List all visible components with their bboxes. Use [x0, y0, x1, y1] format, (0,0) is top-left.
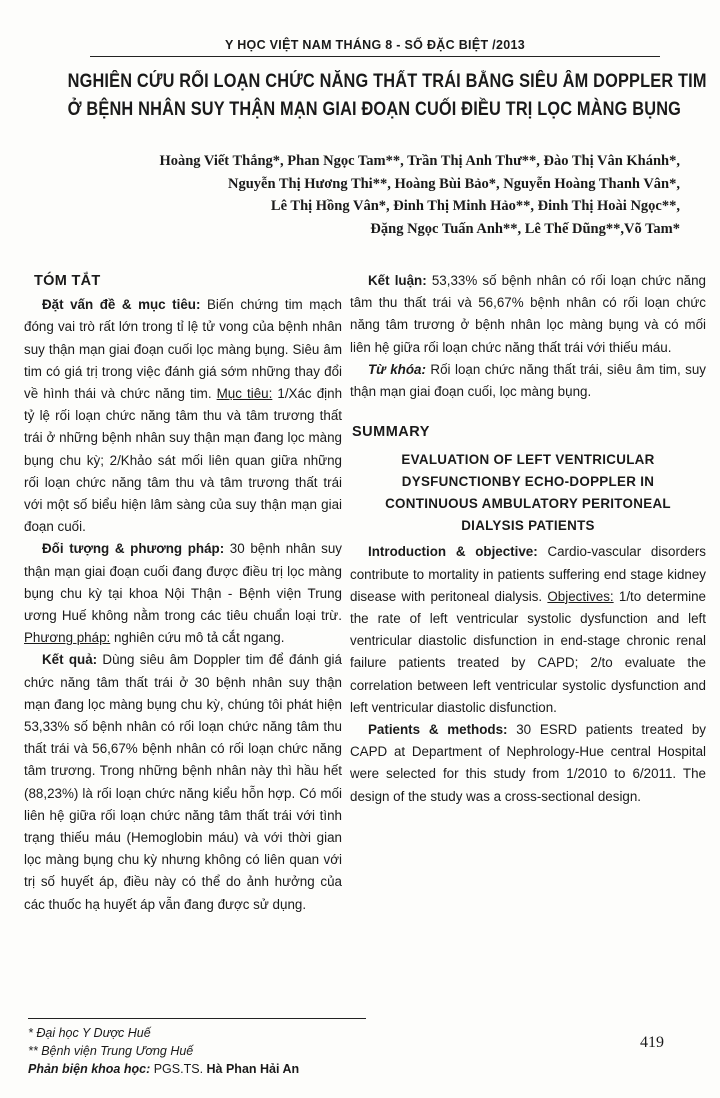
page-number: 419: [640, 1034, 664, 1051]
title-line-1: NGHIÊN CỨU RỐI LOẠN CHỨC NĂNG THẤT TRÁI BẰNG SIÊU ÂM DOPPLER TIM: [67, 71, 707, 92]
vn-paragraph-background: [24, 294, 342, 538]
paragraph-label: Đặt vấn đề & mục tiêu:: [42, 297, 201, 313]
footnote-reviewer: [28, 1060, 528, 1078]
section-gap: [350, 403, 706, 421]
paragraph-text: 1/to determine the rate of left ventricular systolic dysfunction and left ventricular diastolic disfunction in end-stage chronic renal failure patients treated by CAPD; 2/to evaluate the correlation between left ventricular systolic dysfunction and left ventricular diastolic disfunction.: [350, 588, 706, 715]
paragraph-text: Rối loạn chức năng thất trái, siêu âm tim, suy thận mạn giai đoạn cuối, lọc màng bụng.: [350, 361, 707, 400]
en-paragraph-methods: [350, 719, 706, 808]
author-line-3: Lê Thị Hồng Vân*, Đinh Thị Minh Hảo**, Đinh Thị Hoài Ngọc**,: [270, 198, 680, 214]
paragraph-text: Dùng siêu âm Doppler tim để đánh giá chức năng tâm thất trái ở 30 bệnh nhân suy thận mạn đang lọc màng bụng chu kỳ, chúng tôi phát hiện 53,33% số bệnh nhân có rối loạn chức năng tâm thu thất trái và 56,67% bệnh nhân có rối loạn chức năng tâm trương. Trong những bệnh nhân này thì hầu hết (88,23%) là rối loạn chức năng kiểu hỗn hợp. Có mối liên hệ giữa rối loạn chức năng tâm thất trái với tình trạng thiếu máu (Hemoglobin máu) và với thời gian lọc màng bụng chu kỳ nhưng không có liên quan với trị số huyết áp, điều này có thể do ảnh hưởng của các thuốc hạ huyết áp vẫn đang được sử dụng.: [24, 652, 342, 912]
vn-summary-heading: TÓM TẮT: [34, 273, 101, 289]
reviewer-name: Hà Phan Hải An: [206, 1062, 300, 1076]
author-line-1: Hoàng Viết Thắng*, Phan Ngọc Tam**, Trần Thị Anh Thư**, Đào Thị Vân Khánh*,: [159, 153, 680, 169]
vn-paragraph-results: [24, 649, 342, 915]
author-line-2: Nguyễn Thị Hương Thi**, Hoàng Bùi Bảo*, Nguyễn Hoàng Thanh Vân*,: [227, 175, 680, 192]
footnote-affiliation-1: * Đại học Y Dược Huế: [28, 1026, 151, 1040]
paragraph-label: Kết quả:: [42, 652, 98, 668]
footnote-rule: [28, 1018, 366, 1019]
paragraph-label: Patients & methods:: [368, 722, 508, 738]
en-paragraph-introduction: [350, 541, 706, 719]
reviewer-label: Phản biện khoa học:: [28, 1062, 151, 1076]
header-rule: [90, 56, 660, 57]
author-line-4: Đặng Ngọc Tuấn Anh**, Lê Thế Dũng**,Võ Tam*: [370, 220, 680, 237]
paragraph-label: Introduction & objective:: [368, 544, 538, 560]
vn-paragraph-keywords: [350, 359, 706, 403]
paragraph-label: Kết luận:: [368, 273, 427, 288]
author-list: [20, 150, 680, 240]
paragraph-text: Cardio-vascular disorders contribute to mortality in patients suffering end stage kidney disease with peritoneal dialysis.: [350, 544, 706, 604]
underlined-label: Phương pháp:: [24, 630, 111, 646]
paragraph-label: Đối tượng & phương pháp:: [42, 541, 225, 557]
paragraph-label: Từ khóa:: [368, 361, 426, 377]
vn-paragraph-conclusion: [350, 270, 706, 359]
paragraph-text: Biến chứng tim mạch đóng vai trò rất lớn trong tỉ lệ tử vong của bệnh nhân suy thận mạn giai đoạn cuối lọc màng bụng. Siêu âm tim có giá trị trong việc đánh giá sớm những thay đổi về hình thái và chức năng tim.: [24, 297, 342, 402]
paragraph-text: nghiên cứu mô tả cắt ngang.: [110, 630, 285, 646]
paragraph-text: 1/Xác định tỷ lệ rối loạn chức năng tâm thu và tâm trương thất trái ở những bệnh nhân suy thận mạn đang lọc màng bụng chu kỳ; 2/Khảo sát mối liên quan giữa những rối loạn chức năng tâm thu và tâm trương thất trái với một số biểu hiện lâm sàng của suy thận mạn giai đoạn cuối.: [24, 386, 343, 535]
article-title: [67, 68, 707, 124]
paragraph-text: 53,33% số bệnh nhân có rối loạn chức năng tâm thu thất trái và 56,67% bệnh nhân có rối loạn chức năng tâm trương ở bệnh nhân lọc màng bụng và có mối liên hệ giữa rối loạn chức năng thất trái với thiếu máu.: [350, 273, 706, 355]
underlined-label: Mục tiêu:: [216, 386, 273, 402]
en-summary-heading: SUMMARY: [352, 424, 430, 441]
en-article-title: [350, 449, 706, 537]
paragraph-text: 30 bệnh nhân suy thận mạn giai đoạn cuối đang được điều trị lọc màng bụng chu kỳ tại khoa Nội Thận - Bệnh viện Trung ương Huế không nằm trong các tiêu chuẩn loại trừ.: [24, 541, 342, 624]
running-head: Y HỌC VIỆT NAM THÁNG 8 - SỐ ĐẶC BIỆT /2013: [225, 38, 525, 52]
footnote-affiliation-2: ** Bệnh viện Trung Ương Huế: [28, 1044, 194, 1058]
vn-paragraph-methods: [24, 538, 342, 649]
underlined-label: Objectives:: [547, 588, 614, 604]
reviewer-title: PGS.TS.: [150, 1062, 207, 1076]
en-title-line-4: DIALYSIS PATIENTS: [461, 518, 595, 534]
en-title-line-1: EVALUATION OF LEFT VENTRICULAR: [401, 452, 655, 468]
right-column: [350, 270, 706, 808]
en-title-line-2: DYSFUNCTIONBY ECHO-DOPPLER IN: [401, 474, 655, 490]
left-column: [24, 270, 342, 916]
title-line-2: Ở BỆNH NHÂN SUY THẬN MẠN GIAI ĐOẠN CUỐI ĐIỀU TRỊ LỌC MÀNG BỤNG: [67, 99, 682, 120]
paragraph-text: 30 ESRD patients treated by CAPD at Department of Nephrology-Hue central Hospital were selected for this study from 1/2010 to 6/2011. The design of the study was a cross-sectional design.: [350, 722, 706, 804]
en-title-line-3: CONTINUOUS AMBULATORY PERITONEAL: [385, 496, 671, 512]
footnotes: [28, 1024, 528, 1078]
